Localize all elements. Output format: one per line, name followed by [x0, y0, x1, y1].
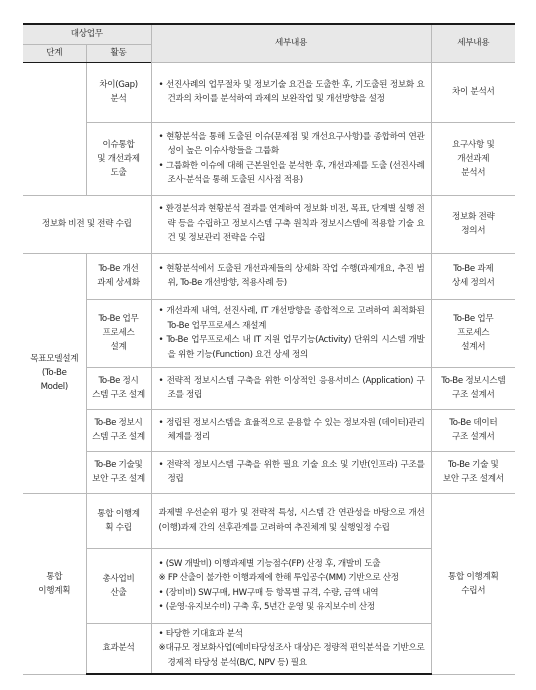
- detail-line: • (SW 개발비) 이행과제별 기능점수(FP) 산정 후, 개발비 도출: [158, 558, 381, 569]
- table-row: [23, 409, 515, 451]
- detail-cell: [151, 62, 431, 122]
- detail-note: ※대규모 정보화사업(예비타당성조사 대상)은 정량적 편익분석을 기반으로 경제적 타당성 분석(B/C, NPV 등) 필요: [158, 643, 425, 668]
- deliverable-cell: 요구사항 및 개선과제 분석서: [431, 122, 515, 195]
- detail-line: • (장비비) SW구매, HW구매 등 항목별 규격, 수량, 금액 내역: [158, 587, 379, 598]
- detail-note: ※ FP 산출이 불가한 이행과제에 한해 투입공수(MM) 기반으로 산정: [158, 573, 399, 583]
- detail-cell: [151, 122, 431, 195]
- detail-line: • 환경분석과 현황분석 결과를 연계하여 정보화 비전, 목표, 단계별 실행 전략 등을 수립하고 정보시스템 구축 원칙과 정보시스템에 적용할 기술 요건 및 정보관리 전략을 수립: [158, 204, 425, 244]
- deliverable-cell: 차이 분석서: [431, 62, 515, 122]
- activity-cell: To-Be 업무 프로세스 설계: [86, 299, 151, 367]
- activity-cell: To-Be 정시 스템 구조 설계: [86, 367, 151, 409]
- deliverable-cell: To-Be 데이터 구조 설계서: [431, 409, 515, 451]
- detail-line: • (운영·유지보수비) 구축 후, 5년간 운영 및 유지보수비 산정: [158, 602, 375, 612]
- detail-cell: [151, 493, 431, 548]
- detail-line: • 현황분석을 통해 도출된 이슈(문제점 및 개선요구사항)를 종합하여 연관성이 높은 이슈사항들을 그룹화: [158, 131, 425, 156]
- stage-cell: 통합 이행계획: [23, 493, 86, 674]
- deliverable-cell: 정보화 전략 정의서: [431, 195, 515, 253]
- deliverable-cell: 통합 이행계획 수립서: [431, 493, 515, 674]
- detail-line: • 선진사례의 업무절차 및 정보기술 요건을 도출한 후, 기도출된 정보화 요건과의 차이를 분석하여 과제의 보완작업 및 개선방향을 설정: [158, 79, 425, 104]
- table-row: [23, 122, 515, 195]
- detail-cell: [151, 623, 431, 674]
- activity-cell: 효과분석: [86, 623, 151, 674]
- header-detail: 세부내용: [151, 24, 431, 62]
- table-row: [23, 299, 515, 367]
- deliverable-cell: To-Be 과제 상세 정의서: [431, 253, 515, 299]
- detail-line: • 타당한 기대효과 분석: [158, 628, 243, 639]
- detail-line: • 개선과제 내역, 선진사례, IT 개선방향을 종합적으로 고려하여 최적화된 To-Be 업무프로세스 재설계: [158, 306, 425, 331]
- table-row: [23, 195, 515, 253]
- detail-line: • To-Be 업무프로세스 내 IT 지원 업무기능(Activity) 단위의 시스템 개발을 위한 기능(Function) 요건 상세 정의: [158, 335, 425, 360]
- header-target-work: 대상업무: [23, 24, 151, 44]
- activity-cell: To-Be 정보시 스템 구조 설계: [86, 409, 151, 451]
- table-row: [23, 367, 515, 409]
- table-row: [23, 62, 515, 122]
- deliverable-cell: To-Be 기술 및 보안 구조 설계서: [431, 451, 515, 493]
- detail-line: • 현황분석에서 도출된 개선과제들의 상세화 작업 수행(과제개요, 추진 범위, To-Be 개선방향, 적용사례 등): [158, 263, 425, 288]
- table-row: [23, 451, 515, 493]
- stage-cell: 정보화 비전 및 전략 수립: [23, 195, 151, 253]
- header-activity: 활동: [86, 44, 151, 62]
- stage-cell-empty: [23, 62, 86, 195]
- detail-cell: [151, 367, 431, 409]
- detail-line: • 전략적 정보시스템 구축을 위한 이상적인 응용서비스 (Application) 구조를 정립: [158, 375, 425, 400]
- deliverable-cell: To-Be 업무 프로세스 설계서: [431, 299, 515, 367]
- detail-cell: [151, 451, 431, 493]
- activity-cell: To-Be 개선 과제 상세화: [86, 253, 151, 299]
- detail-cell: [151, 195, 431, 253]
- table-row: [23, 253, 515, 299]
- table-row: [23, 493, 515, 548]
- activity-cell: 통합 이행계 획 수립: [86, 493, 151, 548]
- activity-cell: 총사업비 산출: [86, 548, 151, 623]
- activity-cell: To-Be 기술및 보안 구조 설계: [86, 451, 151, 493]
- detail-cell: [151, 548, 431, 623]
- detail-line: • 그룹화한 이슈에 대해 근본원인을 분석한 후, 개선과제를 도출 (선진사례 조사·분석을 통해 도출된 시사점 적용): [158, 160, 425, 185]
- deliverable-cell: To-Be 정보시스템 구조 설계서: [431, 367, 515, 409]
- detail-line: • 전략적 정보시스템 구축을 위한 필요 기술 요소 및 기반(인프라) 구조를 정립: [158, 459, 425, 484]
- activity-cell: 이슈통합 및 개선과제 도출: [86, 122, 151, 195]
- header-deliverable: 세부내용: [431, 24, 515, 62]
- activity-cell: 차이(Gap) 분석: [86, 62, 151, 122]
- detail-cell: [151, 409, 431, 451]
- detail-line: 과제별 우선순위 평가 및 전략적 특성, 시스템 간 연관성을 바탕으로 개선(이행)과제 간의 선후관계를 고려하여 추진체계 및 실행일정 수립: [158, 508, 425, 533]
- detail-line: • 정립된 정보시스템을 효율적으로 운용할 수 있는 정보자원 (데이터)관리 체계를 정리: [158, 417, 425, 442]
- stage-cell: 목표모델설계 (To-Be Model): [23, 253, 86, 493]
- header-stage: 단계: [23, 44, 86, 62]
- work-scope-table: [23, 23, 515, 675]
- detail-cell: [151, 253, 431, 299]
- detail-cell: [151, 299, 431, 367]
